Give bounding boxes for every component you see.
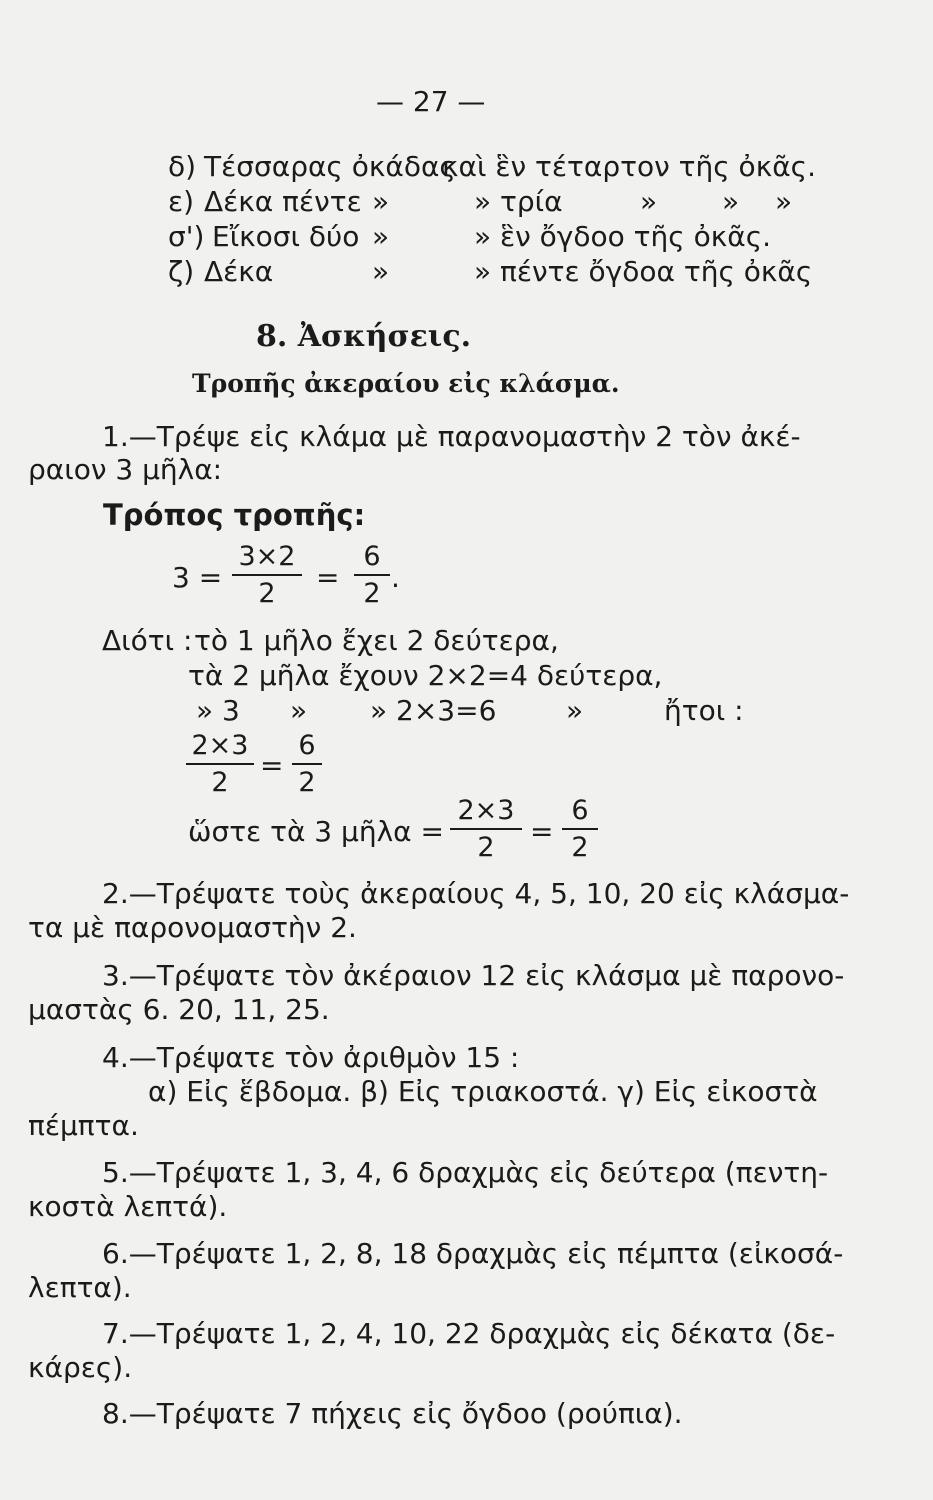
exercise-line: πέμπτα. — [28, 1109, 139, 1142]
list-item-letter: ζ) — [168, 255, 195, 288]
numerator: 6 — [354, 543, 390, 576]
fraction — [232, 543, 302, 607]
exercise-line: α) Εἰς ἕβδομα. β) Εἰς τριακοστά. γ) Εἰς εἰκοστὰ — [148, 1075, 818, 1108]
list-item-text: ἓν ὄγδοο τῆς ὀκᾶς. — [500, 220, 772, 253]
fraction — [292, 732, 322, 796]
dioti-line: » 3 — [196, 694, 240, 727]
denominator: 2 — [571, 832, 589, 863]
ditto-mark: » — [372, 185, 390, 218]
exercise-line: 2.—Τρέψατε τοὺς ἀκεραίους 4, 5, 10, 20 εἰς κλάσμα- — [102, 877, 850, 910]
list-item-text: Τέσσαρας ὀκάδας — [204, 150, 456, 183]
denominator: 2 — [211, 767, 229, 798]
exercise-line: 1.—Τρέψε εἰς κλάμα μὲ παρανομαστὴν 2 τὸν ἀκέ- — [102, 420, 801, 453]
list-item-text: τρία — [500, 185, 563, 218]
ditto-mark: » — [474, 255, 492, 288]
exercise-line: 7.—Τρέψατε 1, 2, 4, 10, 22 δραχμὰς εἰς δέκατα (δε- — [102, 1317, 836, 1350]
exercise-line: 6.—Τρέψατε 1, 2, 8, 18 δραχμὰς εἰς πέμπτα (εἰκοσά- — [102, 1237, 844, 1270]
exercise-line: 5.—Τρέψατε 1, 3, 4, 6 δραχμὰς εἰς δεύτερα (πεντη- — [102, 1156, 829, 1189]
section-subtitle: Τροπῆς ἀκεραίου εἰς κλάσμα. — [192, 369, 620, 398]
list-item-letter: ε) — [168, 185, 195, 218]
denominator: 2 — [363, 578, 381, 609]
fraction — [186, 732, 254, 796]
exercise-line: κοστὰ λεπτά). — [28, 1190, 228, 1223]
method-label: Τρόπος τροπῆς: — [103, 498, 366, 532]
fraction — [562, 797, 598, 861]
exercise-line: 4.—Τρέψατε τὸν ἀριθμὸν 15 : — [102, 1041, 520, 1074]
dioti-line: τὸ 1 μῆλο ἔχει 2 δεύτερα, — [194, 624, 559, 657]
equation-lhs: 3 = — [172, 561, 223, 594]
ditto-mark: » — [474, 185, 492, 218]
equals-sign: = — [530, 815, 554, 848]
exercise-line: 8.—Τρέψατε 7 πήχεις εἰς ὄγδοο (ρούπια). — [102, 1397, 683, 1430]
ditto-mark: » — [566, 694, 584, 727]
list-item-text: πέντε ὄγδοα τῆς ὀκᾶς — [500, 255, 813, 288]
ditto-mark: » — [290, 694, 308, 727]
ditto-mark: » — [372, 255, 390, 288]
denominator: 2 — [477, 832, 495, 863]
equation-text: ὥστε τὰ 3 μῆλα = — [188, 815, 444, 848]
list-item-text: Δέκα — [204, 255, 274, 288]
ditto-mark: » — [640, 185, 658, 218]
dioti-line: τὰ 2 μῆλα ἔχουν 2×2=4 δεύτερα, — [188, 659, 663, 692]
exercise-line: τα μὲ παρονομαστὴν 2. — [28, 911, 357, 944]
numerator: 2×3 — [186, 732, 254, 765]
list-item-text: Εἴκοσι δύο — [212, 220, 360, 253]
numerator: 3×2 — [232, 543, 302, 576]
numerator: 6 — [562, 797, 598, 830]
dioti-label: Διότι : — [102, 624, 193, 657]
exercise-line: λεπτα). — [28, 1271, 132, 1304]
denominator: 2 — [298, 767, 316, 798]
section-title: 8. Ἀσκήσεις. — [256, 319, 472, 354]
list-item-text: Δέκα πέντε — [204, 185, 362, 218]
equals-sign: = — [316, 561, 340, 594]
ditto-mark: » — [372, 220, 390, 253]
ditto-mark: » — [722, 185, 740, 218]
list-item-letter: δ) — [168, 150, 197, 183]
exercise-line: μαστὰς 6. 20, 11, 25. — [28, 993, 330, 1026]
exercise-line: κάρες). — [28, 1351, 133, 1384]
fraction — [450, 797, 522, 861]
exercise-line: ραιον 3 μῆλα: — [28, 453, 223, 486]
list-item-letter: σ') — [168, 220, 205, 253]
equals-sign: = — [260, 749, 284, 782]
dioti-line: ἤτοι : — [664, 694, 744, 727]
page-number: — 27 — — [376, 85, 486, 118]
list-item-text: καὶ ἓν τέταρτον τῆς ὀκᾶς. — [442, 150, 816, 183]
dioti-line: » 2×3=6 — [370, 694, 497, 727]
numerator: 2×3 — [450, 797, 522, 830]
numerator: 6 — [292, 732, 322, 765]
ditto-mark: » — [775, 185, 793, 218]
ditto-mark: » — [474, 220, 492, 253]
period: . — [391, 561, 400, 594]
denominator: 2 — [258, 578, 276, 609]
exercise-line: 3.—Τρέψατε τὸν ἀκέραιον 12 εἰς κλάσμα μὲ παρονο- — [102, 959, 845, 992]
fraction — [354, 543, 390, 607]
